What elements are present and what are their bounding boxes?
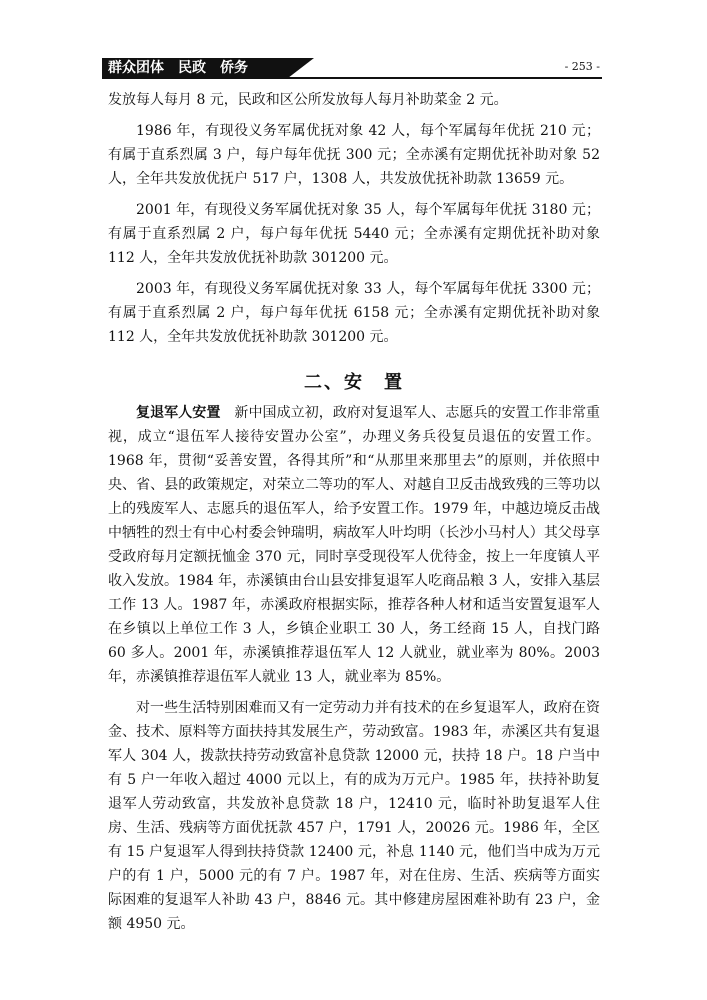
body-paragraph: 2003 年，有现役义务军属优抚对象 33 人，每个军属每年优抚 3300 元；有属于直系烈属 2 户，每户每年优抚 6158 元；全赤溪有定期优抚补助对象 112 人，全年共发放优抚补助款 301200 元。 <box>108 281 600 345</box>
body-paragraph: 1986 年，有现役义务军属优抚对象 42 人，每个军属每年优抚 210 元；有属于直系烈属 3 户，每户每年优抚 300 元；全赤溪有定期优抚补助对象 52 人，全年共发放优抚户 517 户，1308 人，共发放优抚补助款 13659 元。 <box>108 123 600 187</box>
run-in-heading: 复退军人安置 <box>136 405 221 421</box>
body-paragraph: 对一些生活特别困难而又有一定劳动力并有技术的在乡复退军人，政府在资金、技术、原料等方面扶持其发展生产，劳动致富。1983 年，赤溪区共有复退军人 304 人，拨款扶持劳动致富补息贷款 12000 元，扶持 18 户。18 户当中有 5 户一年收入超过 4000 元以上，有的成为万元户。1985 年，扶持补助复退军人劳动致富，共发放补息贷款 18 户，12410 元，临时补助复退军人住房、生活、残病等方面优抚款 457 户，1791 人，20026 元。1986 年，全区有 15 户复退军人得到扶持贷款 12400 元，补息 1140 元，他们当中成为万元户的有 1 户，5000 元的有 7 户。1987 年，对在住房、生活、疾病等方面实际困难的复退军人补助 43 户，8846 元。其中修建房屋困难补助有 23 户，金额 4950 元。 <box>108 700 600 932</box>
header-band-tail <box>288 58 314 78</box>
running-header-section-label: 群众团体 民政 侨务 <box>102 58 288 78</box>
body-paragraph: 2001 年，有现役义务军属优抚对象 35 人，每个军属每年优抚 3180 元；有属于直系烈属 2 户，每户每年优抚 5440 元；全赤溪有定期优抚补助对象 112 人，全年共发放优抚补助款 301200 元。 <box>108 202 600 266</box>
body-paragraph <box>108 401 600 689</box>
page-body <box>108 88 600 943</box>
page-header <box>102 58 602 82</box>
body-paragraph: 发放每人每月 8 元，民政和区公所发放每人每月补助菜金 2 元。 <box>108 92 508 108</box>
page-number: - 253 - <box>564 60 600 73</box>
paragraph-text: 新中国成立初，政府对复退军人、志愿兵的安置工作非常重视，成立“退伍军人接待安置办公室”，办理义务兵役复员退伍的安置工作。1968 年，贯彻“妥善安置，各得其所”和“从那里来那里去”的原则，并依照中央、省、县的政策规定，对荣立二等功的军人、对越自卫反击战致残的三等功以上的残废军人、志愿兵的退伍军人，给予安置工作。1979 年，中越边境反击战中牺牲的烈士有中心村委会钟瑞明，病故军人叶均明（长沙小马村人）其父母享受政府每月定额抚恤金 370 元，同时享受现役军人优待金，按上一年度镇人平收入发放。1984 年，赤溪镇由台山县安排复退军人吃商品粮 3 人，安排入基层工作 13 人。1987 年，赤溪政府根据实际，推荐各种人材和适当安置复退军人在乡镇以上单位工作 3 人，乡镇企业职工 30 人，务工经商 15 人，自找门路 60 多人。2001 年，赤溪镇推荐退伍军人 12 人就业，就业率为 80%。2003 年，赤溪镇推荐退伍军人就业 13 人，就业率为 85%。 <box>108 405 601 685</box>
header-rule <box>102 77 602 79</box>
section-title: 二、安 置 <box>304 372 404 393</box>
